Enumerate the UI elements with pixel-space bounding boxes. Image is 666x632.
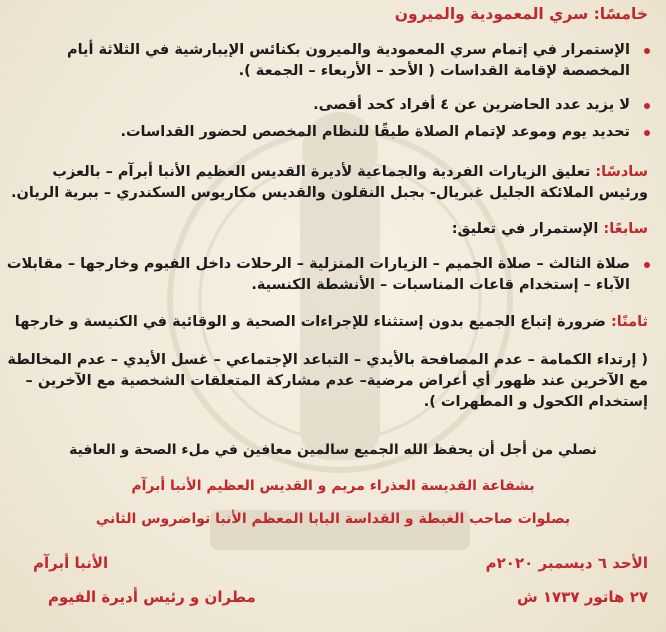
- bullet-dot: [644, 262, 650, 268]
- section5-bullet-2: [18, 95, 648, 116]
- section8-paragraph: [14, 312, 648, 333]
- bullet-line: تحديد يوم وموعد لإتمام الصلاة طبقًا للنظام المخصص لحضور القداسات.: [120, 124, 630, 140]
- date-gregorian: الأحد ٦ ديسمبر ٢٠٢٠م: [485, 554, 648, 572]
- bullet-dot: [644, 48, 650, 54]
- section8-measures: [7, 350, 648, 413]
- section6-label: سادسًا:: [595, 164, 648, 180]
- section6-paragraph: [11, 162, 648, 204]
- section5-heading: خامسًا: سري المعمودية والميرون: [394, 5, 648, 23]
- bullet-dot: [644, 130, 650, 136]
- closing-prayer: نصلي من أجل أن يحفظ الله الجميع سالمين معافين في ملء الصحة و العافية: [69, 442, 597, 458]
- section7-bullet: [6, 254, 648, 296]
- section8-line1: ضرورة إتباع الجميع بدون إستثناء للإجراءات الصحية و الوقائية في الكنيسة و خارجها: [14, 314, 606, 330]
- signatory-title: مطران و رئيس أديرة الفيوم: [48, 588, 256, 606]
- closing-intercession: بشفاعة القديسة العذراء مريم و القديس العظيم الأنبا أبرآم: [131, 478, 535, 494]
- bullet-line: لا يزيد عدد الحاضرين عن ٤ أفراد كحد أقصى.: [313, 97, 630, 113]
- section6-line2: ورئيس الملائكة الجليل غبريال- بجبل النقلون والقديس مكاريوس السكندري – ببرية الريان.: [11, 185, 648, 201]
- section5-bullet-3: [18, 122, 648, 143]
- section8-body-line: مع الآخرين عند ظهور أي أعراض مرضية– عدم مشاركة المتعلقات الشخصية مع الآخرين –: [25, 373, 648, 389]
- section7-heading: الإستمرار في تعليق:: [451, 221, 599, 237]
- bullet-line: صلاة الثالث – صلاة الحميم – الزيارات المنزلية – الرحلات داخل الفيوم وخارجها – مقابلات: [6, 256, 630, 272]
- bullet-line: المخصصة لإقامة القداسات ( الأحد – الأربعاء – الجمعة ).: [238, 63, 630, 79]
- section7-label: سابعًا: الإستمرار في تعليق:: [451, 221, 648, 237]
- bullet-dot: [644, 103, 650, 109]
- date-coptic: ٢٧ هاتور ١٧٣٧ ش: [516, 588, 648, 606]
- signatory-name: الأنبا أبرآم: [33, 554, 109, 572]
- section8-body-line: إستخدام الكحول و المطهرات ).: [423, 394, 648, 410]
- bullet-line: الآباء – إستخدام قاعات المناسبات – الأنشطة الكنسية.: [251, 277, 630, 293]
- section8-label: ثامنًا:: [610, 314, 648, 330]
- section8-body-line: ( إرتداء الكمامة – عدم المصافحة بالأيدي – التباعد الإجتماعي – غسل الأيدي – عدم المخالطة: [7, 352, 648, 368]
- bullet-line: الإستمرار في إتمام سري المعمودية والميرون بكنائس الإيبارشية في الثلاثة أيام: [66, 42, 630, 58]
- section6-line1: تعليق الزيارات الفردية والجماعية لأديرة القديس العظيم الأنبا أبرآم – بالعزب: [52, 164, 591, 180]
- closing-blessing: بصلوات صاحب الغبطة و القداسة البابا المعظم الأنبا تواضروس الثاني: [95, 511, 571, 527]
- section5-bullet-1: [18, 40, 648, 82]
